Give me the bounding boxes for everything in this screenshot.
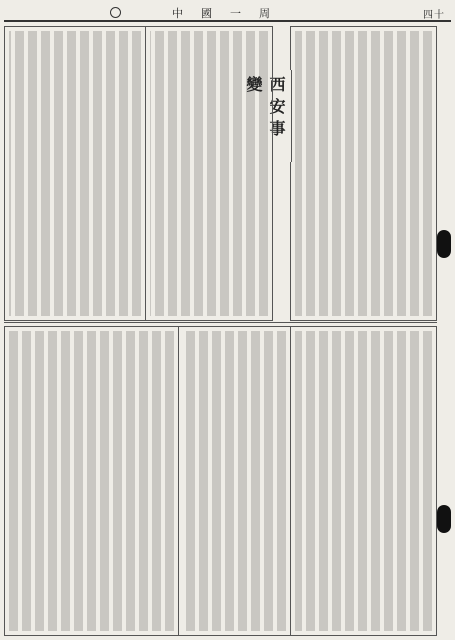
article-column-bottom-right <box>290 326 437 636</box>
article-column-bottom-left <box>4 326 179 636</box>
binder-hole-icon <box>437 230 451 258</box>
section-heading-xian-incident: 西安事變 <box>272 70 292 162</box>
horizontal-rule <box>4 322 437 323</box>
text-lines-texture <box>183 331 286 631</box>
page-number: 四十 <box>423 10 445 21</box>
masthead-title: 中國一周 <box>172 7 288 20</box>
text-lines-texture <box>295 331 432 631</box>
text-lines-texture <box>150 31 268 316</box>
article-column-bottom-middle <box>178 326 291 636</box>
text-lines-texture <box>9 331 174 631</box>
page-header <box>4 4 451 22</box>
masthead-ornament-icon <box>110 7 121 18</box>
binder-hole-icon <box>437 505 451 533</box>
article-column-top-middle <box>145 26 273 321</box>
article-column-top-left <box>4 26 146 321</box>
text-lines-texture <box>295 31 432 316</box>
text-lines-texture <box>9 31 141 316</box>
article-column-top-right <box>290 26 437 321</box>
